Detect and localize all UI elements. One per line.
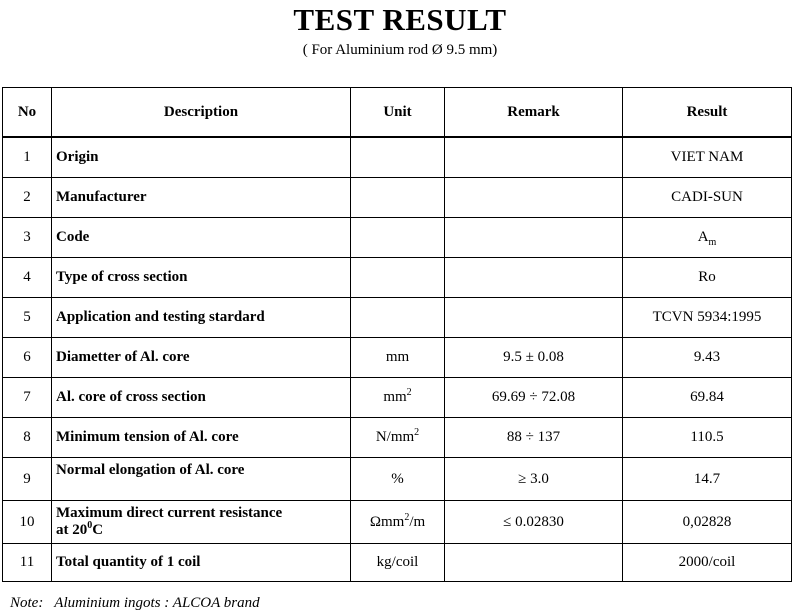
result-base: A	[697, 229, 709, 245]
row-unit	[351, 137, 445, 178]
row-result: 110.5	[623, 418, 792, 458]
row-unit: %	[351, 458, 445, 501]
row-result: 14.7	[623, 458, 792, 501]
row-remark	[445, 298, 623, 338]
row-result: 0,02828	[623, 501, 792, 544]
header-unit: Unit	[351, 88, 445, 138]
row-result: TCVN 5934:1995	[623, 298, 792, 338]
table-row	[3, 501, 792, 544]
row-remark	[445, 137, 623, 178]
unit-pre: Ωmm	[369, 513, 405, 530]
header-remark: Remark	[445, 88, 623, 138]
unit-post: /m	[409, 513, 426, 530]
document-title: TEST RESULT	[293, 2, 507, 37]
row-remark: ≥ 3.0	[445, 458, 623, 501]
row-result: Ro	[623, 258, 792, 298]
row-no: 11	[3, 544, 52, 582]
test-result-table	[2, 87, 792, 582]
row-description: Al. core of cross section	[52, 378, 351, 418]
row-unit: mm	[351, 338, 445, 378]
unit-base: mm	[383, 389, 407, 405]
row-unit	[351, 178, 445, 218]
row-result: 2000/coil	[623, 544, 792, 582]
row-description: Diametter of Al. core	[52, 338, 351, 378]
row-no: 1	[3, 137, 52, 178]
description-line-1: Maximum direct current resistance	[56, 505, 283, 521]
row-no: 3	[3, 218, 52, 258]
table-row	[3, 418, 792, 458]
row-result: CADI-SUN	[623, 178, 792, 218]
row-no: 5	[3, 298, 52, 338]
row-description: Normal elongation of Al. core	[52, 458, 351, 501]
description-line-2-post: C	[92, 522, 104, 538]
row-no: 8	[3, 418, 52, 458]
unit-superscript: 2	[414, 427, 420, 438]
table-row	[3, 338, 792, 378]
row-remark	[445, 218, 623, 258]
row-remark	[445, 258, 623, 298]
row-description: Minimum tension of Al. core	[52, 418, 351, 458]
row-description: Origin	[52, 137, 351, 178]
table-row	[3, 544, 792, 582]
row-description: Application and testing stardard	[52, 298, 351, 338]
unit-superscript: 2	[404, 511, 410, 523]
header-result: Result	[623, 88, 792, 138]
row-no: 2	[3, 178, 52, 218]
table-row	[3, 218, 792, 258]
row-description: Type of cross section	[52, 258, 351, 298]
unit-base: N/mm	[375, 429, 415, 445]
row-remark: 69.69 ÷ 72.08	[445, 378, 623, 418]
row-description: Manufacturer	[52, 178, 351, 218]
row-remark: ≤ 0.02830	[445, 501, 623, 544]
row-unit	[351, 418, 445, 458]
row-remark: 9.5 ± 0.08	[445, 338, 623, 378]
row-remark	[445, 178, 623, 218]
row-unit	[351, 501, 445, 544]
table-header-row	[3, 88, 792, 138]
row-no: 10	[3, 501, 52, 544]
document-subtitle: ( For Aluminium rod Ø 9.5 mm)	[302, 42, 498, 58]
row-no: 4	[3, 258, 52, 298]
table-row	[3, 258, 792, 298]
row-remark: 88 ÷ 137	[445, 418, 623, 458]
table-row	[3, 458, 792, 501]
row-remark	[445, 544, 623, 582]
header-no: No	[3, 88, 52, 138]
description-line-2-pre: at 20	[56, 522, 88, 538]
row-no: 9	[3, 458, 52, 501]
row-result: VIET NAM	[623, 137, 792, 178]
table-row	[3, 378, 792, 418]
row-description: Code	[52, 218, 351, 258]
row-result	[623, 218, 792, 258]
row-unit	[351, 298, 445, 338]
row-description	[52, 501, 351, 544]
row-unit	[351, 258, 445, 298]
row-unit	[351, 218, 445, 258]
row-no: 7	[3, 378, 52, 418]
row-unit: kg/coil	[351, 544, 445, 582]
row-result: 69.84	[623, 378, 792, 418]
row-unit	[351, 378, 445, 418]
footnote: Note: Aluminium ingots : ALCOA brand	[10, 595, 260, 611]
table-row	[3, 178, 792, 218]
table-row	[3, 137, 792, 178]
row-description: Total quantity of 1 coil	[52, 544, 351, 582]
row-no: 6	[3, 338, 52, 378]
header-description: Description	[52, 88, 351, 138]
unit-superscript: 2	[406, 387, 412, 398]
description-superscript: 0	[87, 520, 93, 531]
table-row	[3, 298, 792, 338]
result-subscript: m	[708, 237, 717, 248]
row-result: 9.43	[623, 338, 792, 378]
